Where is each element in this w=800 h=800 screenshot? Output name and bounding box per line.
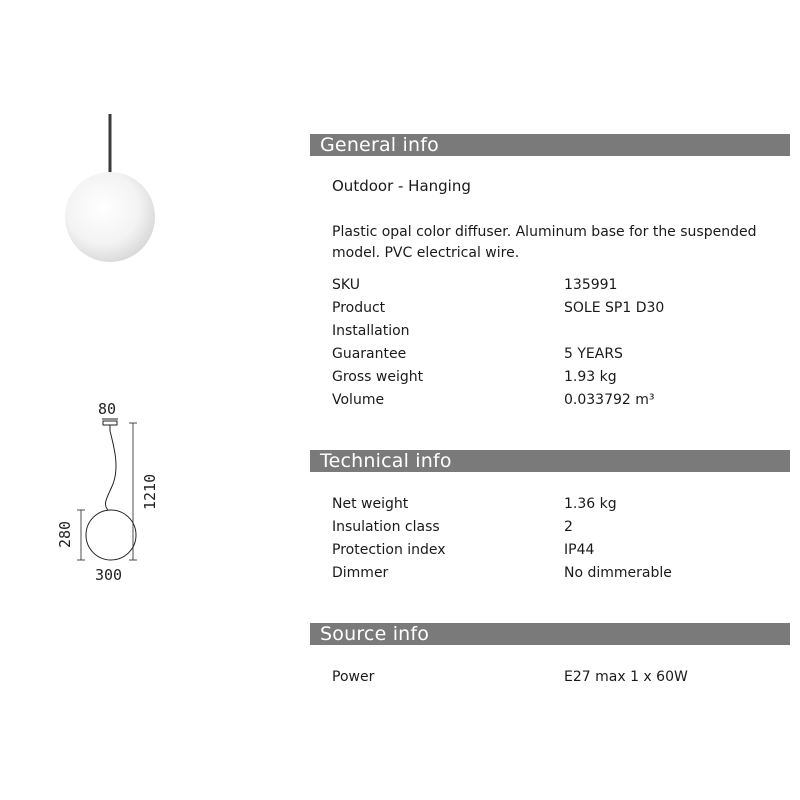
section-general xyxy=(310,176,790,415)
row-label: Product xyxy=(332,300,386,316)
row-label: Installation xyxy=(332,323,410,339)
opal-globe xyxy=(65,172,155,262)
row-value: 5 YEARS xyxy=(564,346,623,362)
section-heading-general: General info xyxy=(310,134,790,156)
row-label: Guarantee xyxy=(332,346,407,362)
total-height-label: 1210 xyxy=(141,473,159,510)
table-row xyxy=(332,519,672,542)
dimension-drawing xyxy=(45,398,175,588)
product-photo xyxy=(50,110,200,310)
info-panel xyxy=(310,134,790,692)
table-row xyxy=(332,542,672,565)
cable-curve xyxy=(105,431,116,510)
row-value: 135991 xyxy=(564,277,618,293)
table-row xyxy=(332,300,664,323)
table-row xyxy=(332,323,664,346)
canopy-shape xyxy=(103,421,117,425)
product-category: Outdoor - Hanging xyxy=(332,177,471,195)
row-value: IP44 xyxy=(564,542,595,558)
technical-info-table xyxy=(332,496,672,588)
row-label: Protection index xyxy=(332,542,446,558)
row-label: Volume xyxy=(332,392,385,408)
table-row xyxy=(332,669,688,692)
section-heading-source: Source info xyxy=(310,623,790,645)
row-label: Power xyxy=(332,669,375,685)
general-info-table xyxy=(332,277,664,415)
section-heading-technical: Technical info xyxy=(310,450,790,472)
section-technical xyxy=(310,496,790,588)
row-value: No dimmerable xyxy=(564,565,672,581)
canopy-width-label: 80 xyxy=(98,400,117,418)
row-label: Gross weight xyxy=(332,369,424,385)
table-row xyxy=(332,277,664,300)
row-label: SKU xyxy=(332,277,360,293)
table-row xyxy=(332,369,664,392)
row-label: Net weight xyxy=(332,496,409,512)
table-row xyxy=(332,565,672,588)
row-value: E27 max 1 x 60W xyxy=(564,669,688,685)
row-label: Insulation class xyxy=(332,519,440,535)
section-source xyxy=(310,669,790,692)
table-row xyxy=(332,496,672,519)
row-value: 1.36 kg xyxy=(564,496,617,512)
table-row xyxy=(332,346,664,369)
globe-outline xyxy=(86,510,136,560)
row-value: 1.93 kg xyxy=(564,369,617,385)
product-description: Plastic opal color diffuser. Aluminum base for the suspended model. PVC electrical wire. xyxy=(332,224,757,261)
globe-height-label: 280 xyxy=(56,520,74,548)
row-value: 2 xyxy=(564,519,573,535)
globe-diameter-label: 300 xyxy=(95,566,123,584)
row-value xyxy=(564,323,664,346)
source-info-table xyxy=(332,669,688,692)
row-value: 0.033792 m³ xyxy=(564,392,655,408)
table-row xyxy=(332,392,664,415)
row-value: SOLE SP1 D30 xyxy=(564,300,665,316)
row-label: Dimmer xyxy=(332,565,389,581)
